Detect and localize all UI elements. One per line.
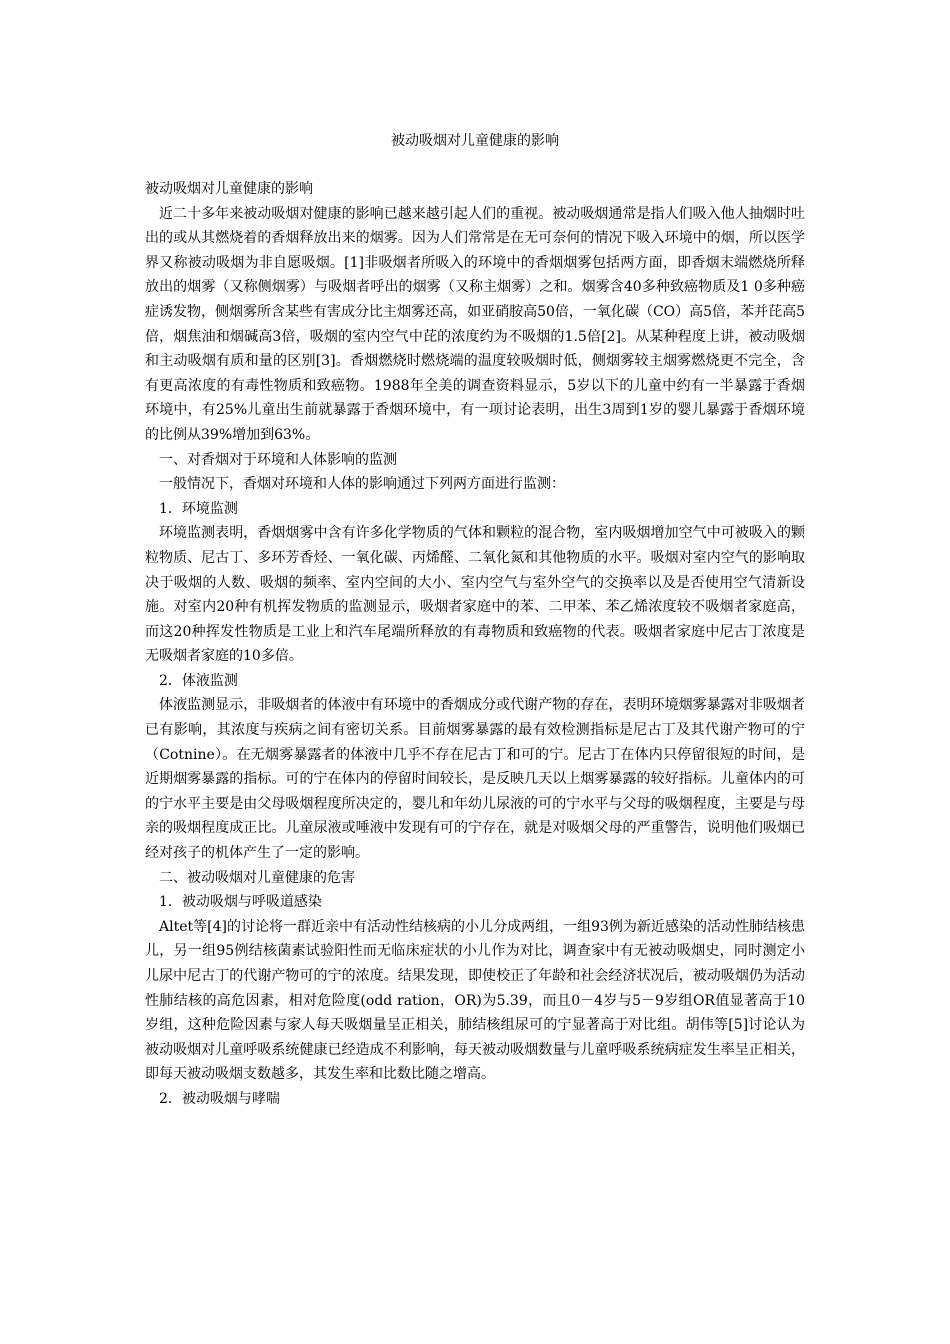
environment-monitoring-paragraph: 环境监测表明，香烟烟雾中含有许多化学物质的气体和颗粒的混合物，室内吸烟增加空气中可被吸入的颗粒物质、尼古丁、多环芳香烃、一氧化碳、丙烯醛、二氧化氮和其他物质的水平。吸烟对室内空气的影响取决于吸烟的人数、吸烟的频率、室内空间的大小、室内空气与室外空气的交换率以及是否使用空气清新设施。对室内20种有机挥发物质的监测显示，吸烟者家庭中的苯、二甲苯、苯乙烯浓度较不吸烟者家庭高，而这20种挥发性物质是工业上和汽车尾端所释放的有毒物质和致癌物的代表。吸烟者家庭中尼古丁浓度是无吸烟者家庭的10多倍。 (145, 525, 805, 665)
subheading-environment-monitoring: 1．环境监测 (159, 500, 238, 517)
subheading-respiratory-infection: 1．被动吸烟与呼吸道感染 (159, 894, 322, 911)
section-heading-harms: 二、被动吸烟对儿童健康的危害 (159, 869, 355, 886)
respiratory-infection-paragraph: Altet等[4]的讨论将一群近亲中有活动性结核病的小儿分成两组，一组93例为新近感染的活动性肺结核患儿，另一组95例结核菌素试验阳性而无临床症状的小儿作为对比，调查家中有无被动吸烟史，同时测定小儿尿中尼古丁的代谢产物可的宁的浓度。结果发现，即使校正了年龄和社会经济状况后，被动吸烟仍为活动性肺结核的高危因素，相对危险度(odd ration，OR)为5.39，而且0－4岁与5－9岁组OR值显著高于10岁组，这种危险因素与家人每天吸烟量呈正相关，肺结核组尿可的宁显著高于对比组。胡伟等[5]讨论认为被动吸烟对儿童呼吸系统健康已经造成不利影响，每天被动吸烟数量与儿童呼吸系统病症发生率呈正相关，即每天被动吸烟支数越多，其发生率和比数比随之增高。 (145, 918, 805, 1083)
subheading-body-fluid-monitoring: 2．体液监测 (159, 672, 238, 689)
subheading-asthma: 2．被动吸烟与哮喘 (159, 1090, 280, 1107)
section-heading-monitoring: 一、对香烟对于环境和人体影响的监测 (159, 451, 397, 468)
body-fluid-monitoring-paragraph: 体液监测显示，非吸烟者的体液中有环境中的香烟成分或代谢产物的存在，表明环境烟雾暴露对非吸烟者已有影响，其浓度与疾病之间有密切关系。目前烟雾暴露的最有效检测指标是尼古丁及其代谢产物可的宁（Cotnine）。在无烟雾暴露者的体液中几乎不存在尼古丁和可的宁。尼古丁在体内只停留很短的时间，是近期烟雾暴露的指标。可的宁在体内的停留时间较长，是反映几天以上烟雾暴露的较好指标。儿童体内的可的宁水平主要是由父母吸烟程度所决定的，婴儿和年幼儿尿液的可的宁水平与父母的吸烟程度，主要是与母亲的吸烟程度成正比。儿童尿液或唾液中发现有可的宁存在，就是对吸烟父母的严重警告，说明他们吸烟已经对孩子的机体产生了一定的影响。 (145, 697, 805, 862)
monitoring-intro-paragraph: 一般情况下，香烟对环境和人体的影响通过下列两方面进行监测： (159, 476, 565, 493)
document-title: 被动吸烟对儿童健康的影响 (391, 133, 559, 149)
document-body (145, 177, 805, 1112)
intro-paragraph: 近二十多年来被动吸烟对健康的影响已越来越引起人们的重视。被动吸烟通常是指人们吸入他人抽烟时吐出的或从其燃烧着的香烟释放出来的烟雾。因为人们常常是在无可奈何的情况下吸入环境中的烟，所以医学界又称被动吸烟为非自愿吸烟。[1]非吸烟者所吸入的环境中的香烟烟雾包括两方面，即香烟末端燃烧所释放出的烟雾（又称侧烟雾）与吸烟者呼出的烟雾（又称主烟雾）之和。烟雾含40多种致癌物质及1 0多种癌症诱发物，侧烟雾所含某些有害成分比主烟雾还高，如亚硝胺高50倍，一氧化碳（CO）高5倍，苯并芘高5倍，烟焦油和烟碱高3倍，吸烟的室内空气中芘的浓度约为不吸烟的1.5倍[2]。从某种程度上讲，被动吸烟和主动吸烟有质和量的区别[3]。香烟燃烧时燃烧端的温度较吸烟时低，侧烟雾较主烟雾燃烧更不完全，含有更高浓度的有毒性物质和致癌物。1988年全美的调查资料显示，5岁以下的儿童中约有一半暴露于香烟环境中，有25%儿童出生前就暴露于香烟环境中，有一项讨论表明，出生3周到1岁的婴儿暴露于香烟环境的比例从39%增加到63%。 (145, 205, 805, 443)
body-heading: 被动吸烟对儿童健康的影响 (145, 181, 313, 197)
